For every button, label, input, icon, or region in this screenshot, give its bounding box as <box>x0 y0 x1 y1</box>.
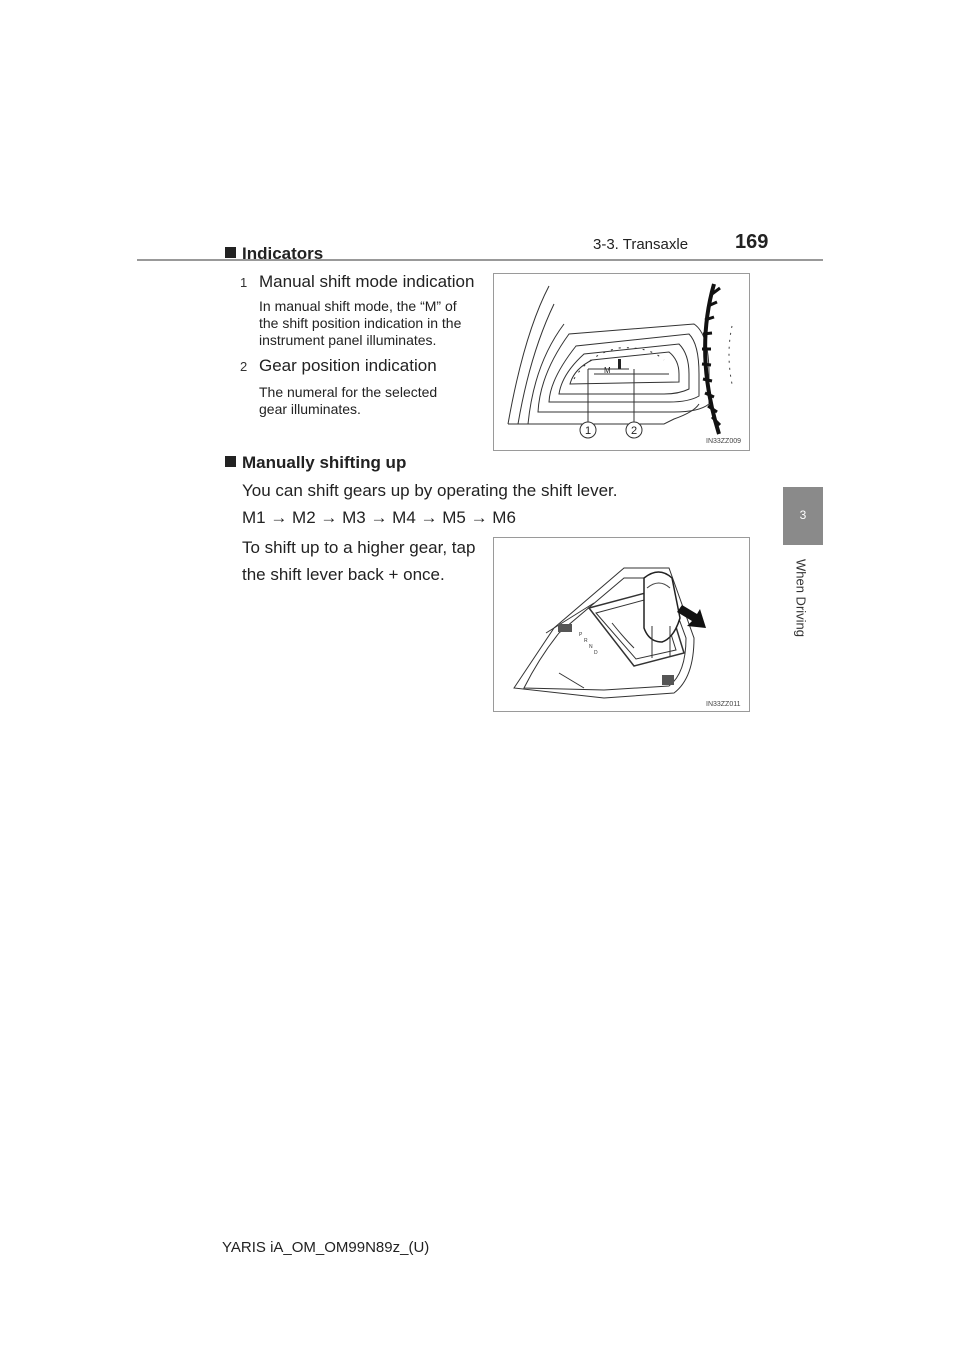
square-bullet-icon <box>225 247 236 258</box>
footer-model: YARIS iA_OM_OM99N89z_(U) <box>222 1239 430 1256</box>
item-number-1: 1 <box>240 275 248 290</box>
svg-text:R: R <box>584 638 588 644</box>
page-number: 169 <box>735 231 769 253</box>
description-line: the shift position indication in the <box>259 315 462 331</box>
item-title-1: Manual shift mode indication <box>259 272 475 291</box>
instrument-panel-illustration <box>494 274 749 450</box>
shift-instruction <box>242 534 482 588</box>
chapter-title-text: When Driving <box>793 558 809 637</box>
gauge-m-letter: M <box>604 366 611 375</box>
instruction-line: To shift up to a higher gear, tap <box>242 538 476 557</box>
shifting-up-heading-text: Manually shifting up <box>242 453 407 472</box>
square-bullet-icon <box>225 456 236 467</box>
svg-text:N: N <box>589 644 593 650</box>
chapter-number: 3 <box>799 508 807 522</box>
indicators-heading <box>225 244 323 264</box>
instruction-line: the shift lever back + once. <box>242 565 445 584</box>
chapter-title <box>760 545 842 650</box>
section-title: 3-3. Transaxle <box>593 236 689 253</box>
callout-2: 2 <box>630 425 638 437</box>
item-number-2: 2 <box>240 359 248 374</box>
instrument-panel-figure <box>493 273 750 451</box>
description-line: The numeral for the selected <box>259 384 438 400</box>
gear-sequence: M1 → M2 → M3 → M4 → M5 → M6 <box>242 508 516 527</box>
item-description-2 <box>259 384 481 418</box>
indicators-heading-text: Indicators <box>242 244 324 263</box>
figure-code: IN33ZZ011 <box>706 701 741 708</box>
description-line: In manual shift mode, the “M” of <box>259 298 457 314</box>
item-title-2: Gear position indication <box>259 356 437 375</box>
shifting-up-heading <box>225 453 406 473</box>
description-line: gear illuminates. <box>259 401 361 417</box>
description-line: instrument panel illuminates. <box>259 332 437 348</box>
figure-code: IN33ZZ009 <box>706 438 742 445</box>
svg-text:D: D <box>594 650 598 656</box>
callout-1: 1 <box>584 425 592 437</box>
svg-text:P: P <box>579 632 583 638</box>
shift-lever-figure <box>493 537 750 712</box>
shifting-intro: You can shift gears up by operating the shift lever. <box>242 481 618 500</box>
item-description-1 <box>259 298 481 349</box>
shift-lever-illustration <box>494 538 749 711</box>
